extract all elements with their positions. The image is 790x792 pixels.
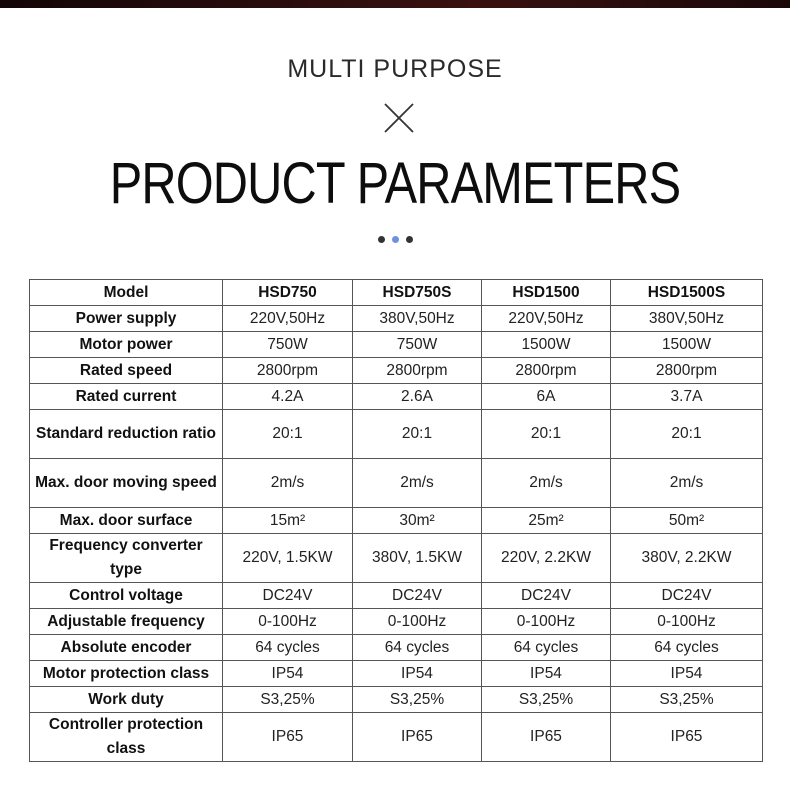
row-label: Control voltage: [30, 583, 223, 609]
table-cell: 750W: [353, 332, 482, 358]
table-cell: 64 cycles: [482, 635, 611, 661]
table-cell: IP65: [353, 713, 482, 762]
table-cell: 64 cycles: [353, 635, 482, 661]
table-row: [30, 609, 763, 635]
product-parameters-table: [29, 279, 763, 762]
row-label: Adjustable frequency: [30, 609, 223, 635]
top-banner-strip: [0, 0, 790, 8]
table-header-row: [30, 280, 763, 306]
table-cell: 380V,50Hz: [611, 306, 763, 332]
table-cell: DC24V: [611, 583, 763, 609]
table-cell: DC24V: [353, 583, 482, 609]
table-cell: 0-100Hz: [223, 609, 353, 635]
table-cell: 15m²: [223, 508, 353, 534]
column-header: HSD750: [223, 280, 353, 306]
table-row: [30, 713, 763, 762]
row-label: Work duty: [30, 687, 223, 713]
table-cell: 750W: [223, 332, 353, 358]
table-cell: 380V, 2.2KW: [611, 534, 763, 583]
column-header: Model: [30, 280, 223, 306]
table-cell: 2800rpm: [353, 358, 482, 384]
row-label: Motor power: [30, 332, 223, 358]
column-header: HSD1500S: [611, 280, 763, 306]
table-cell: IP54: [482, 661, 611, 687]
table-cell: DC24V: [482, 583, 611, 609]
table-cell: 50m²: [611, 508, 763, 534]
page-title: PRODUCT PARAMETERS: [109, 151, 681, 216]
table-cell: 2.6A: [353, 384, 482, 410]
close-x-icon: [382, 101, 416, 135]
row-label: Max. door moving speed: [30, 459, 223, 508]
table-cell: IP54: [223, 661, 353, 687]
table-cell: IP54: [611, 661, 763, 687]
table-row: [30, 332, 763, 358]
table-row: [30, 508, 763, 534]
table-cell: 64 cycles: [223, 635, 353, 661]
table-row: [30, 583, 763, 609]
dot-indicator: [406, 236, 413, 243]
table-cell: 3.7A: [611, 384, 763, 410]
table-cell: 6A: [482, 384, 611, 410]
table-cell: 2m/s: [482, 459, 611, 508]
table-cell: 1500W: [482, 332, 611, 358]
table-cell: 20:1: [353, 410, 482, 459]
table-cell: 0-100Hz: [482, 609, 611, 635]
table-cell: DC24V: [223, 583, 353, 609]
table-cell: 380V, 1.5KW: [353, 534, 482, 583]
table-cell: 64 cycles: [611, 635, 763, 661]
table-row: [30, 306, 763, 332]
table-cell: S3,25%: [353, 687, 482, 713]
row-label: Absolute encoder: [30, 635, 223, 661]
table-row: [30, 534, 763, 583]
row-label: Rated speed: [30, 358, 223, 384]
table-cell: 220V, 1.5KW: [223, 534, 353, 583]
table-cell: 2m/s: [353, 459, 482, 508]
table-cell: 25m²: [482, 508, 611, 534]
table-cell: IP65: [611, 713, 763, 762]
table-cell: 2m/s: [611, 459, 763, 508]
table-cell: 20:1: [223, 410, 353, 459]
table-row: [30, 635, 763, 661]
table-cell: 0-100Hz: [611, 609, 763, 635]
table-row: [30, 410, 763, 459]
dot-indicator: [378, 236, 385, 243]
table-cell: 220V,50Hz: [223, 306, 353, 332]
pagination-dots: [0, 236, 790, 243]
table-cell: IP65: [482, 713, 611, 762]
table-cell: 0-100Hz: [353, 609, 482, 635]
table-row: [30, 687, 763, 713]
table-row: [30, 459, 763, 508]
table-cell: 20:1: [482, 410, 611, 459]
row-label: Motor protection class: [30, 661, 223, 687]
table-cell: 30m²: [353, 508, 482, 534]
table-cell: 2800rpm: [223, 358, 353, 384]
table-cell: IP54: [353, 661, 482, 687]
column-header: HSD1500: [482, 280, 611, 306]
table-cell: 4.2A: [223, 384, 353, 410]
table-cell: 2800rpm: [611, 358, 763, 384]
dot-indicator-active: [392, 236, 399, 243]
row-label: Max. door surface: [30, 508, 223, 534]
row-label: Standard reduction ratio: [30, 410, 223, 459]
column-header: HSD750S: [353, 280, 482, 306]
table-cell: 2800rpm: [482, 358, 611, 384]
row-label: Frequency converter type: [30, 534, 223, 583]
row-label: Rated current: [30, 384, 223, 410]
row-label: Controller protection class: [30, 713, 223, 762]
table-row: [30, 384, 763, 410]
table-cell: S3,25%: [611, 687, 763, 713]
table-cell: S3,25%: [223, 687, 353, 713]
table-cell: 380V,50Hz: [353, 306, 482, 332]
table-row: [30, 358, 763, 384]
table-row: [30, 661, 763, 687]
table-cell: 220V, 2.2KW: [482, 534, 611, 583]
table-cell: 220V,50Hz: [482, 306, 611, 332]
row-label: Power supply: [30, 306, 223, 332]
table-cell: 1500W: [611, 332, 763, 358]
section-kicker: MULTI PURPOSE: [287, 55, 503, 83]
table-cell: 20:1: [611, 410, 763, 459]
table-cell: 2m/s: [223, 459, 353, 508]
table-cell: IP65: [223, 713, 353, 762]
table-cell: S3,25%: [482, 687, 611, 713]
